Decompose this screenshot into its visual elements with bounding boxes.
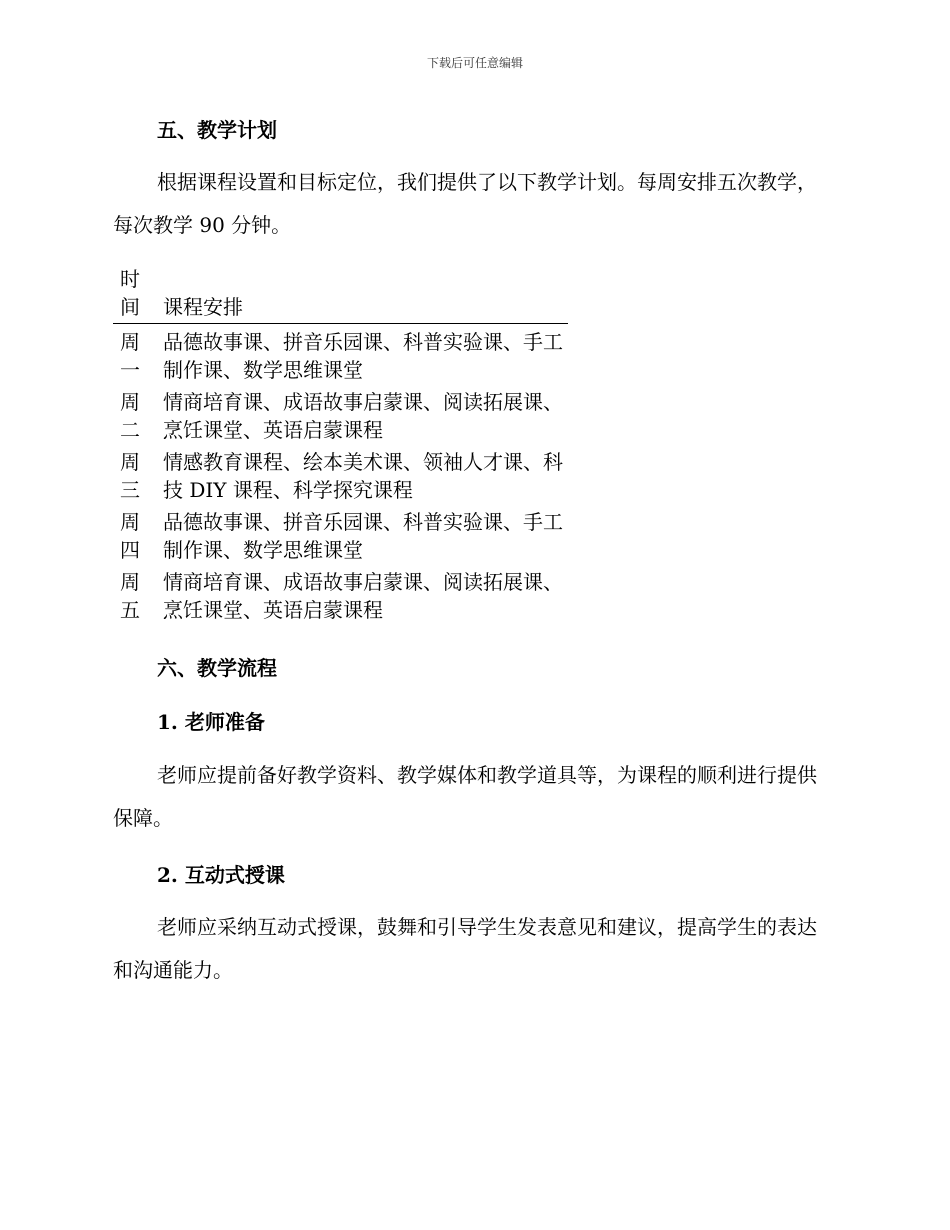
day-cell: 周 四 <box>120 510 140 562</box>
subheading-teacher-preparation: 1. 老师准备 <box>157 710 265 734</box>
course-column-header: 课程安排 <box>163 295 243 319</box>
table-row <box>113 568 568 624</box>
day-cell: 周 一 <box>120 330 140 382</box>
day-cell: 周 五 <box>120 570 140 622</box>
schedule-header-row <box>113 265 568 324</box>
course-cell: 品德故事课、拼音乐园课、科普实验课、手工制作课、数学思维课堂 <box>163 510 563 562</box>
subheading-interactive-teaching: 2. 互动式授课 <box>157 863 285 887</box>
day-cell: 周 三 <box>120 450 140 502</box>
interactive-teaching-paragraph: 老师应采纳互动式授课，鼓舞和引导学生发表意见和建议，提高学生的表达和沟通能力。 <box>113 915 817 982</box>
section-heading-teaching-process: 六、教学流程 <box>157 656 277 680</box>
day-cell: 周 二 <box>120 390 140 442</box>
course-cell: 品德故事课、拼音乐园课、科普实验课、手工制作课、数学思维课堂 <box>163 330 563 382</box>
schedule-table <box>113 265 568 624</box>
course-cell: 情感教育课程、绘本美术课、领袖人才课、科技 DIY 课程、科学探究课程 <box>163 450 563 502</box>
table-row <box>113 328 568 384</box>
time-column-header: 时 间 <box>120 267 140 319</box>
course-cell: 情商培育课、成语故事启蒙课、阅读拓展课、烹饪课堂、英语启蒙课程 <box>163 390 563 442</box>
course-cell: 情商培育课、成语故事启蒙课、阅读拓展课、烹饪课堂、英语启蒙课程 <box>163 570 563 622</box>
table-row <box>113 388 568 444</box>
page-header: 下载后可任意编辑 <box>426 56 523 70</box>
teacher-preparation-paragraph: 老师应提前备好教学资料、教学媒体和教学道具等，为课程的顺利进行提供保障。 <box>113 763 817 830</box>
table-row <box>113 508 568 564</box>
section-heading-teaching-plan: 五、教学计划 <box>157 118 277 142</box>
table-row <box>113 448 568 504</box>
teaching-plan-paragraph: 根据课程设置和目标定位，我们提供了以下教学计划。每周安排五次教学，每次教学 90 分钟。 <box>113 170 817 237</box>
